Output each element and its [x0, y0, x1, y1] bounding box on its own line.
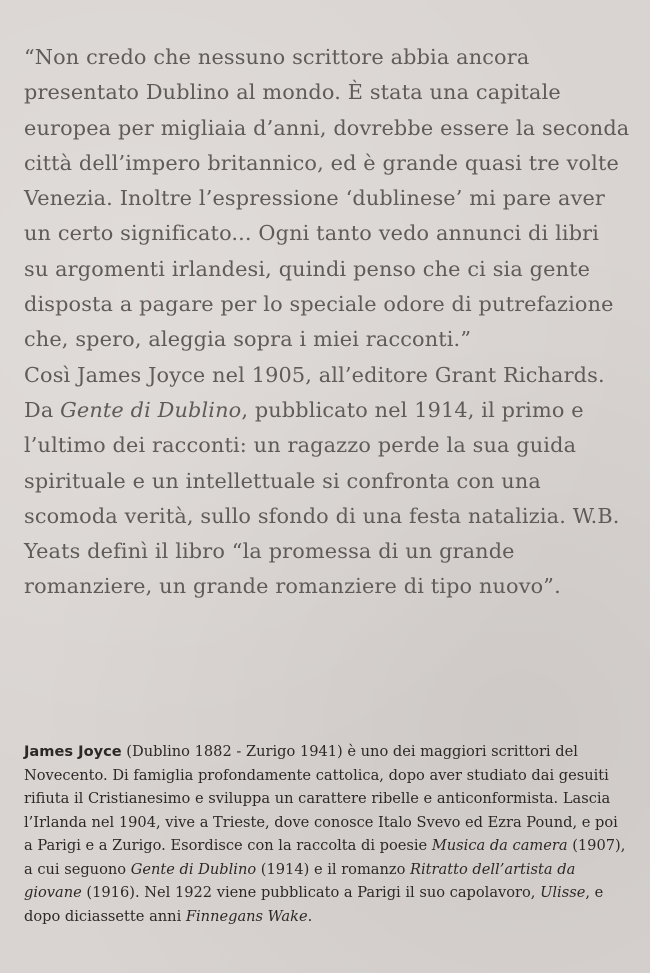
author-name: James Joyce: [24, 743, 122, 760]
bio-work-4: Ulisse: [540, 884, 586, 901]
bio-text-5: , e dopo diciassette anni: [24, 884, 604, 925]
blurb-prefix: Da: [24, 397, 61, 422]
blurb: [24, 40, 630, 605]
bio-text-3: (1914) e il romanzo: [256, 860, 411, 878]
blurb-line-1: Così James Joyce nel 1905, all’editore Grant Richards.: [24, 362, 605, 387]
bio-work-3: Ritratto dell’artista da giovane: [24, 860, 576, 901]
author-bio: [24, 740, 630, 928]
blurb-rest: , pubblicato nel 1914, il primo e l’ultimo dei racconti: un ragazzo perde la sua guida spirituale e un intellettuale si confronta con una scomoda verità, sullo sfondo di una festa natalizia. W.B. Yeats definì il libro “la promessa di un grande romanziere, un grande romanziere di tipo nuovo”.: [24, 397, 620, 599]
bio-text-1: (Dublino 1882 - Zurigo 1941) è uno dei maggiori scrittori del Novecento. Di famiglia profondamente cattolica, dopo aver studiato dai gesuiti rifiuta il Cristianesimo e sviluppa un carattere ribelle e anticonformista. Lascia l’Irlanda nel 1904, vive a Trieste, dove conosce Italo Svevo ed Ezra Pound, e poi a Parigi e a Zurigo. Esordisce con la raccolta di poesie: [24, 743, 618, 854]
bio-work-1: Musica da camera: [431, 837, 568, 854]
bio-text-6: .: [307, 907, 313, 925]
bio-work-5: Finnegans Wake: [185, 907, 308, 925]
bio-text-4: (1916). Nel 1922 viene pubblicato a Parigi il suo capolavoro,: [81, 884, 541, 901]
bio-work-2: Gente di Dublino: [130, 860, 257, 878]
joyce-quote: “Non credo che nessuno scrittore abbia ancora presentato Dublino al mondo. È stata una capitale europea per migliaia d’anni, dovrebbe essere la seconda città dell’impero britannico, ed è grande quasi tre volte Venezia. Inoltre l’espressione ‘dublinese’ mi pare aver un certo significato... Ogni tanto vedo annunci di libri su argomenti irlandesi, quindi penso che ci sia gente disposta a pagare per lo speciale odore di putrefazione che, spero, aleggia sopra i miei racconti.”: [24, 45, 630, 352]
blurb-book-title: Gente di Dublino: [60, 397, 242, 422]
author-bio-text: [24, 740, 630, 928]
blurb-body: [24, 393, 630, 605]
bio-text-2: (1907), a cui seguono: [24, 837, 626, 878]
